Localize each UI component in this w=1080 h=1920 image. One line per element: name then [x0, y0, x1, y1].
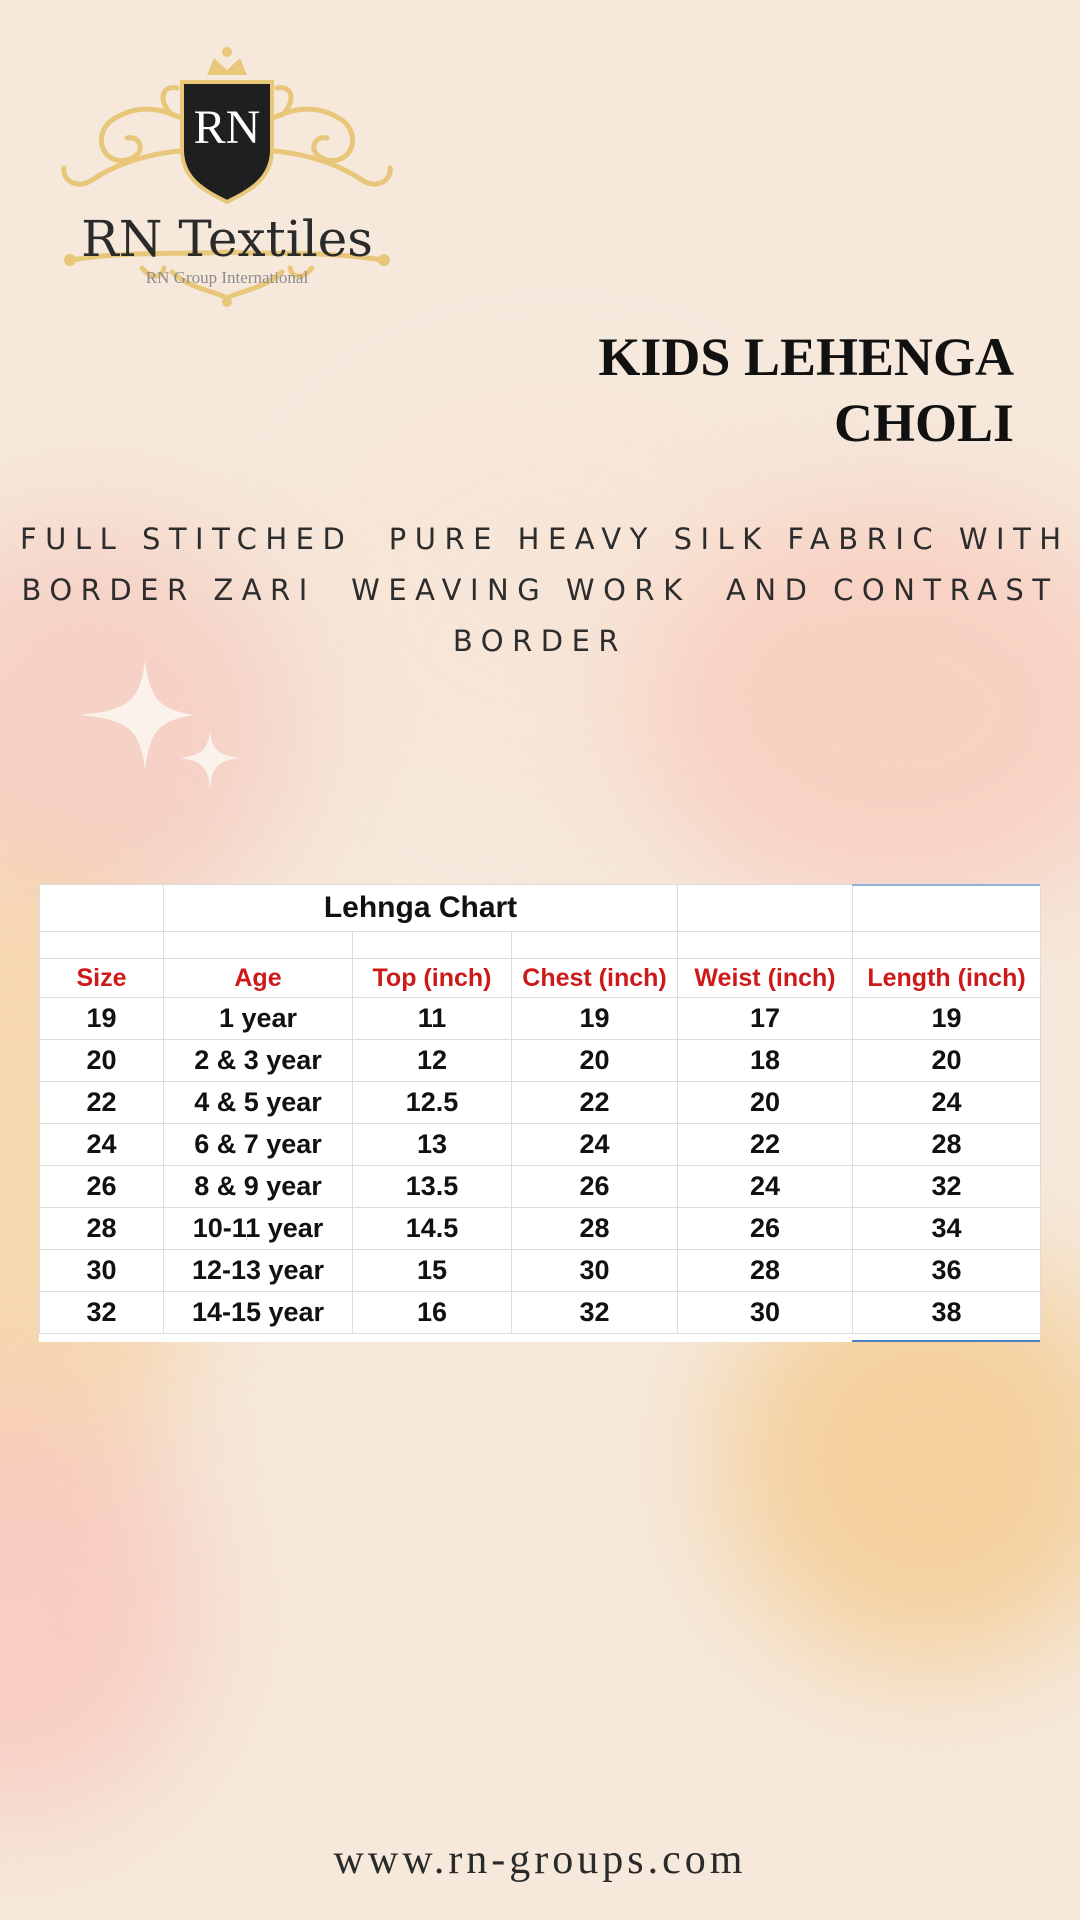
chart-spacer-row: [40, 932, 1041, 959]
table-cell: 15: [353, 1250, 512, 1292]
table-cell: 22: [512, 1082, 678, 1124]
table-cell: 19: [40, 998, 164, 1040]
table-cell: 28: [40, 1208, 164, 1250]
cell-selection-top: [852, 884, 1040, 886]
table-cell: 24: [853, 1082, 1041, 1124]
table-cell: 32: [512, 1292, 678, 1334]
table-cell: 26: [40, 1166, 164, 1208]
table-row: [40, 1166, 1041, 1208]
table-cell: 6 & 7 year: [164, 1124, 353, 1166]
table-cell: 20: [40, 1040, 164, 1082]
table-cell: 19: [512, 998, 678, 1040]
table-cell: 20: [853, 1040, 1041, 1082]
brand-tagline: RN Group International: [145, 268, 309, 287]
column-header: Weist (inch): [678, 959, 853, 998]
table-cell: 24: [678, 1166, 853, 1208]
table-cell: 24: [512, 1124, 678, 1166]
table-cell: 1 year: [164, 998, 353, 1040]
sparkle-icon: [60, 650, 260, 800]
table-cell: 28: [512, 1208, 678, 1250]
table-cell: 22: [678, 1124, 853, 1166]
table-cell: 11: [353, 998, 512, 1040]
table-row: [40, 1292, 1041, 1334]
chart-header-row: [40, 959, 1041, 998]
table-cell: 12: [353, 1040, 512, 1082]
title-line-1: KIDS LEHENGA: [598, 327, 1014, 387]
table-row: [40, 1208, 1041, 1250]
column-header: Size: [40, 959, 164, 998]
table-cell: 19: [853, 998, 1041, 1040]
table-cell: 26: [512, 1166, 678, 1208]
table-row: [40, 1124, 1041, 1166]
table-cell: 17: [678, 998, 853, 1040]
table-row: [40, 998, 1041, 1040]
table-cell: 30: [678, 1292, 853, 1334]
table-cell: 28: [853, 1124, 1041, 1166]
table-cell: 30: [40, 1250, 164, 1292]
table-cell: 12-13 year: [164, 1250, 353, 1292]
website-url[interactable]: www.rn-groups.com: [333, 1837, 747, 1883]
chart-title-row: [40, 885, 1041, 932]
logo-monogram: RN: [193, 101, 261, 154]
table-cell: 14.5: [353, 1208, 512, 1250]
description-line-1: FULL STITCHED PURE HEAVY SILK FABRIC WITH: [20, 522, 1070, 556]
table-cell: 26: [678, 1208, 853, 1250]
table-cell: 2 & 3 year: [164, 1040, 353, 1082]
column-header: Age: [164, 959, 353, 998]
product-description: [20, 514, 1070, 667]
table-cell: 8 & 9 year: [164, 1166, 353, 1208]
table-cell: 32: [853, 1166, 1041, 1208]
column-header: Chest (inch): [512, 959, 678, 998]
column-header: Length (inch): [853, 959, 1041, 998]
page-title: [454, 324, 1014, 456]
table-cell: 13: [353, 1124, 512, 1166]
table-cell: 13.5: [353, 1166, 512, 1208]
description-line-3: BORDER: [452, 624, 628, 658]
table-cell: 28: [678, 1250, 853, 1292]
brand-name: RN Textiles: [81, 210, 373, 268]
table-row: [40, 1250, 1041, 1292]
description-line-2: BORDER ZARI WEAVING WORK AND CONTRAST: [21, 573, 1059, 607]
table-cell: 38: [853, 1292, 1041, 1334]
table-cell: 32: [40, 1292, 164, 1334]
table-cell: 12.5: [353, 1082, 512, 1124]
column-header: Top (inch): [353, 959, 512, 998]
table-cell: 36: [853, 1250, 1041, 1292]
brand-logo: [52, 40, 402, 310]
table-cell: 18: [678, 1040, 853, 1082]
title-line-2: CHOLI: [833, 393, 1014, 453]
table-cell: 20: [678, 1082, 853, 1124]
table-cell: 10-11 year: [164, 1208, 353, 1250]
chart-title: Lehnga Chart: [164, 885, 678, 932]
cell-selection-bottom: [852, 1340, 1040, 1342]
table-row: [40, 1040, 1041, 1082]
size-chart-table: [39, 884, 1041, 1334]
table-row: [40, 1082, 1041, 1124]
table-cell: 16: [353, 1292, 512, 1334]
table-cell: 30: [512, 1250, 678, 1292]
table-cell: 24: [40, 1124, 164, 1166]
table-cell: 14-15 year: [164, 1292, 353, 1334]
size-chart: [39, 884, 1040, 1342]
table-cell: 34: [853, 1208, 1041, 1250]
table-cell: 22: [40, 1082, 164, 1124]
table-cell: 4 & 5 year: [164, 1082, 353, 1124]
table-cell: 20: [512, 1040, 678, 1082]
